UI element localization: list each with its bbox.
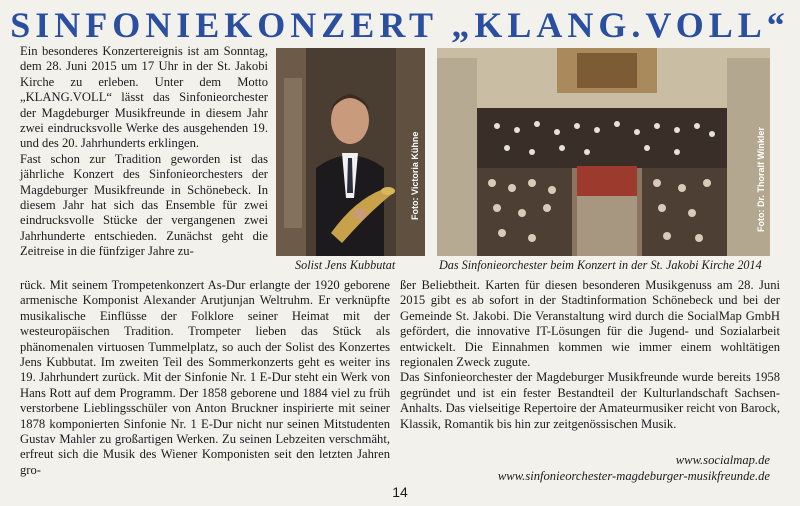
intro-paragraph: Ein besonderes Konzertereignis ist am Sonntag, dem 28. Juni 2015 um 17 Uhr in der St. Jakobi Kirche zu erleben. Unter dem Motto „KLANG.VOLL“ lässt das Sinfonieorchester der Magdeburger Musikfreunde in diesem Jahr zwei eindrucksvolle Werke des ausgehenden 19. und des 20. Jahrhunderts erklingen. <box>20 44 268 151</box>
article-headline: SINFONIEKONZERT „KLANG.VOLL“ <box>10 5 790 45</box>
article-column-left <box>20 44 268 260</box>
orchestra-photo <box>437 48 770 256</box>
body-left-paragraph: rück. Mit seinem Trompetenkonzert As-Dur erlangte der 1920 geborene armenische Komponist Alexander Arutjunjan Weltruhm. Er verknüpfte musikalische Einflüsse der Folklore seiner Heimat mit der westeuropäischen Tradition. Trompeter lieben das Stück als phänomenalen virtuosen Tummelplatz, so auch der Solist des Konzertes Jens Kubbutat. Im zweiten Teil des Sommerkonzerts geht es weiter ins 19. Jahrhundert zurück. Mit der Sinfonie Nr. 1 E-Dur steht ein Werk von Hans Rott auf dem Programm. Der 1858 geborene und 1884 viel zu früh verstorbene Lieblingsschüler von Anton Bruckner inspirierte mit seiner 1878 komponierten Sinfonie Nr. 1 E-Dur nicht nur seinen Mitstudenten Gustav Mahler zu großartigen Werken. Zu seinen Lebzeiten verschmäht, erfreut sich die Musik des Wiener Komponisten seit den letzten Jahren gro- <box>20 278 390 477</box>
article-column-right <box>400 278 780 432</box>
orchestra-caption: Das Sinfonieorchester beim Konzert in der St. Jakobi Kirche 2014 <box>439 258 762 272</box>
soloist-caption: Solist Jens Kubbutat <box>295 258 396 272</box>
soloist-photo <box>276 48 425 256</box>
orchestra-website-link[interactable]: www.sinfonieorchester-magdeburger-musikfreunde.de <box>497 469 770 483</box>
socialmap-link[interactable]: www.socialmap.de <box>675 453 770 467</box>
page-number: 14 <box>392 484 408 500</box>
web-links <box>498 452 770 484</box>
soloist-photo-credit: Foto: Victoria Kühne <box>410 131 420 220</box>
body-right-paragraph-1: ßer Beliebtheit. Karten für diesen besonderen Musikgenuss am 28. Juni 2015 gibt es ab sofort in der Stadtinformation Schönebeck und bei der Gemeinde St. Jakobi. Die Veranstaltung wird durch die SocialMap GmbH gefördert, die innovative IT-Lösungen für die Jugend- und Sozialarbeit entwickelt. Die Einnahmen kommen wie immer einem wohltätigen regionalen Zweck zugute. <box>400 278 780 370</box>
tradition-paragraph: Fast schon zur Tradition geworden ist das jährliche Konzert des Sinfonieorchesters der Magdeburger Musikfreunde in Schönebeck. In diesem Jahr hat sich das Ensemble für zwei eindrucksvolle Stücke der vergangenen zwei Jahrhunderte entschieden. Zunächst geht die Zeitreise in die fünfziger Jahre zu- <box>20 151 268 259</box>
article-column-middle <box>20 278 390 478</box>
orchestra-photo-credit: Foto: Dr. Thoralf Winkler <box>756 127 766 232</box>
body-right-paragraph-2: Das Sinfonieorchester der Magdeburger Musikfreunde wurde bereits 1958 gegründet und ist ein fester Bestandteil der Kulturlandschaft Sachsen-Anhalts. Das vielseitige Repertoire der Amateurmusiker reicht von Barock, Klassik, Romantik bis hin zur zeitgenössischen Musik. <box>400 370 780 431</box>
